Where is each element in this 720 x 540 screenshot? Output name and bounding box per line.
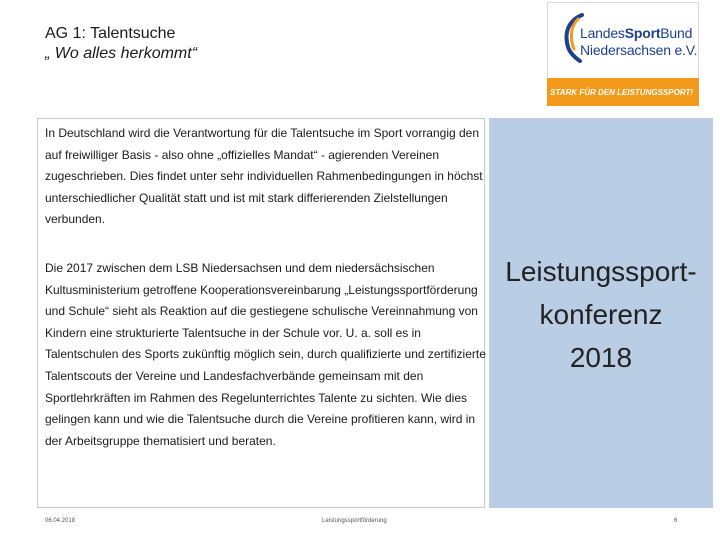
logo-name-part2: Sport [624, 25, 661, 41]
logo-name-part3: Bund [660, 25, 693, 41]
logo-wordmark-area [547, 2, 699, 78]
lsb-logo [547, 2, 699, 106]
conference-title [489, 250, 713, 379]
slide-title-block [45, 24, 197, 64]
logo-tagline: STARK FÜR DEN LEISTUNGSSPORT! [547, 78, 699, 106]
slide-subtitle: „ Wo alles herkommt“ [45, 45, 198, 62]
paragraph-cooperation: Die 2017 zwischen dem LSB Niedersachsen und dem niedersächsischen Kultusministerium getroffene Kooperationsvereinbarung „Leistungssportförderung und Schule“ sieht als Reaktion auf die gestiegene schulische Vereinnahmung von Kindern eine strukturierte Talentsuche in der Schule vor. U. a. soll es in Talentschulen des Sports zukünftig möglich sein, durch qualifizierte und zertifizierte Talentscouts der Vereine und Landesfachverbände gemeinsam mit den Sportlehrkräften im Rahmen des Regelunterrichtes Talente zu sichten. Wie dies gelingen kann und wie die Talentsuche durch die Vereine profitieren kann, wird in der Arbeitsgruppe thematisiert und beraten. [45, 261, 486, 448]
slide-title: AG 1: Talentsuche [45, 25, 176, 42]
paragraph-intro: In Deutschland wird die Verantwortung für die Talentsuche im Sport vorrangig den auf freiwilliger Basis - also ohne „offizielles Mandat“ - agierenden Vereinen zugeschrieben. Dies findet unter sehr individuellen Rahmenbedingungen in höchst unterschiedlicher Qualität statt und ist mit stark differierenden Zielstellungen verbunden. [45, 126, 483, 226]
page-number: 6 [674, 518, 678, 524]
conference-title-line2: konferenz [539, 299, 663, 330]
logo-name-line1 [580, 25, 692, 41]
conference-title-line1: Leistungssport- [505, 256, 697, 287]
footer-title: Leistungssportförderung [322, 518, 387, 524]
logo-name-part1: Landes [580, 25, 625, 41]
conference-title-year: 2018 [569, 342, 633, 373]
footer-date: 06.04.2018 [45, 518, 76, 524]
logo-name-line2: Niedersachsen e.V. [580, 42, 698, 58]
